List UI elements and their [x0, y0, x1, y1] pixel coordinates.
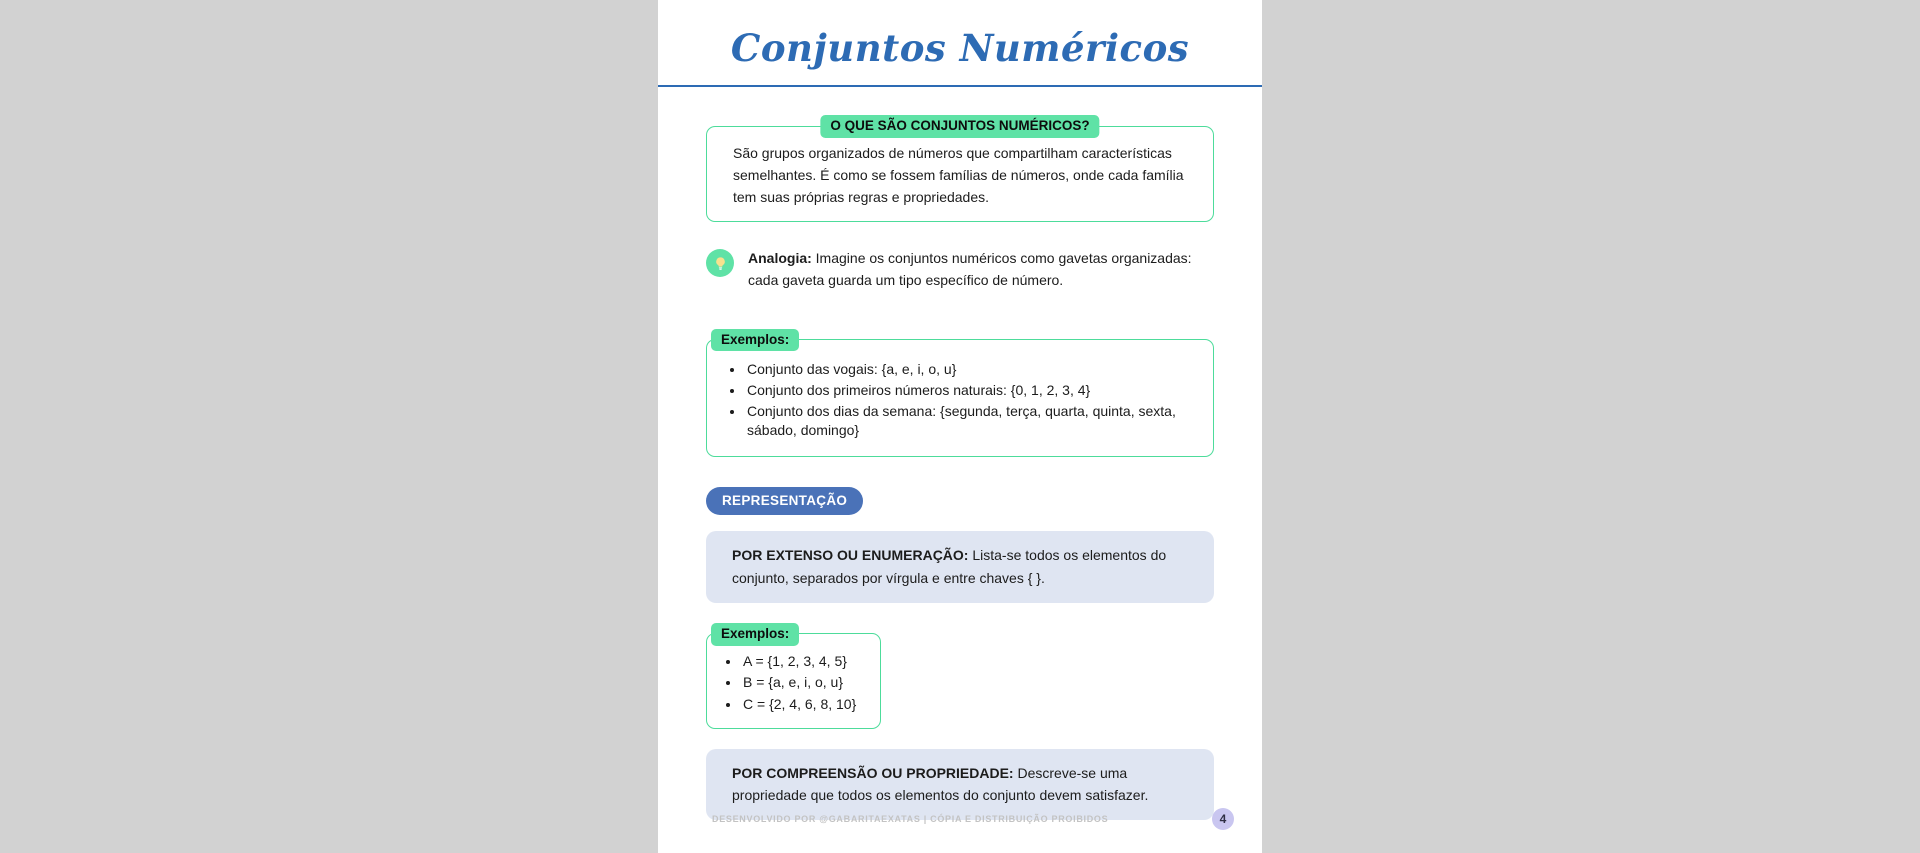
examples-sets-badge: Exemplos:: [711, 329, 799, 352]
title-divider: [658, 85, 1262, 87]
examples-notation-badge: Exemplos:: [711, 623, 799, 646]
example-item: • C = {2, 4, 6, 8, 10}: [741, 695, 856, 713]
example-item: • B = {a, e, i, o, u}: [741, 673, 856, 691]
page-footer: [658, 808, 1262, 830]
example-item: • Conjunto dos primeiros números naturais: {0, 1, 2, 3, 4}: [745, 381, 1193, 399]
footer-credit: DESENVOLVIDO POR @GABARITAEXATAS | CÓPIA E DISTRIBUIÇÃO PROIBIDOS: [712, 814, 1109, 824]
extension-text: Lista-se todos os elementos do conjunto, separados por vírgula e entre chaves { }.: [732, 547, 1167, 586]
example-item: • Conjunto dos dias da semana: {segunda, terça, quarta, quinta, sexta, sábado, domingo}: [745, 402, 1193, 439]
example-item: • A = {1, 2, 3, 4, 5}: [741, 652, 856, 670]
page-title: Conjuntos Numéricos: [730, 26, 1190, 70]
analogy-row: [706, 247, 1214, 291]
examples-notation-box: [706, 625, 881, 729]
page-number-badge: 4: [1212, 808, 1234, 830]
intro-box: [706, 118, 1214, 222]
intro-text: São grupos organizados de números que compartilham características semelhantes. É como se fossem famílias de números, onde cada família tem suas próprias regras e propriedades.: [733, 145, 1184, 206]
examples-sets-list: [723, 360, 1193, 440]
representation-pill: REPRESENTAÇÃO: [706, 487, 863, 515]
analogy-label: Analogia:: [748, 250, 812, 267]
examples-notation-list: [719, 652, 856, 713]
comprehension-text: Descreve-se uma propriedade que todos os elementos do conjunto devem satisfazer.: [732, 765, 1149, 804]
examples-sets-box: [706, 331, 1214, 458]
intro-box-badge: O QUE SÃO CONJUNTOS NUMÉRICOS?: [820, 115, 1099, 138]
page-content: [658, 118, 1262, 820]
page-header: [658, 0, 1262, 85]
analogy-text: [748, 247, 1200, 291]
example-item: • Conjunto das vogais: {a, e, i, o, u}: [745, 360, 1193, 378]
extension-box: [706, 531, 1214, 602]
extension-label: POR EXTENSO OU ENUMERAÇÃO:: [732, 547, 969, 564]
document-page: [658, 0, 1262, 853]
analogy-body: Imagine os conjuntos numéricos como gavetas organizadas: cada gaveta guarda um tipo específico de número.: [748, 250, 1192, 289]
lightbulb-icon: [706, 249, 734, 277]
comprehension-label: POR COMPREENSÃO OU PROPRIEDADE:: [732, 765, 1014, 782]
representation-section: [706, 457, 1214, 820]
